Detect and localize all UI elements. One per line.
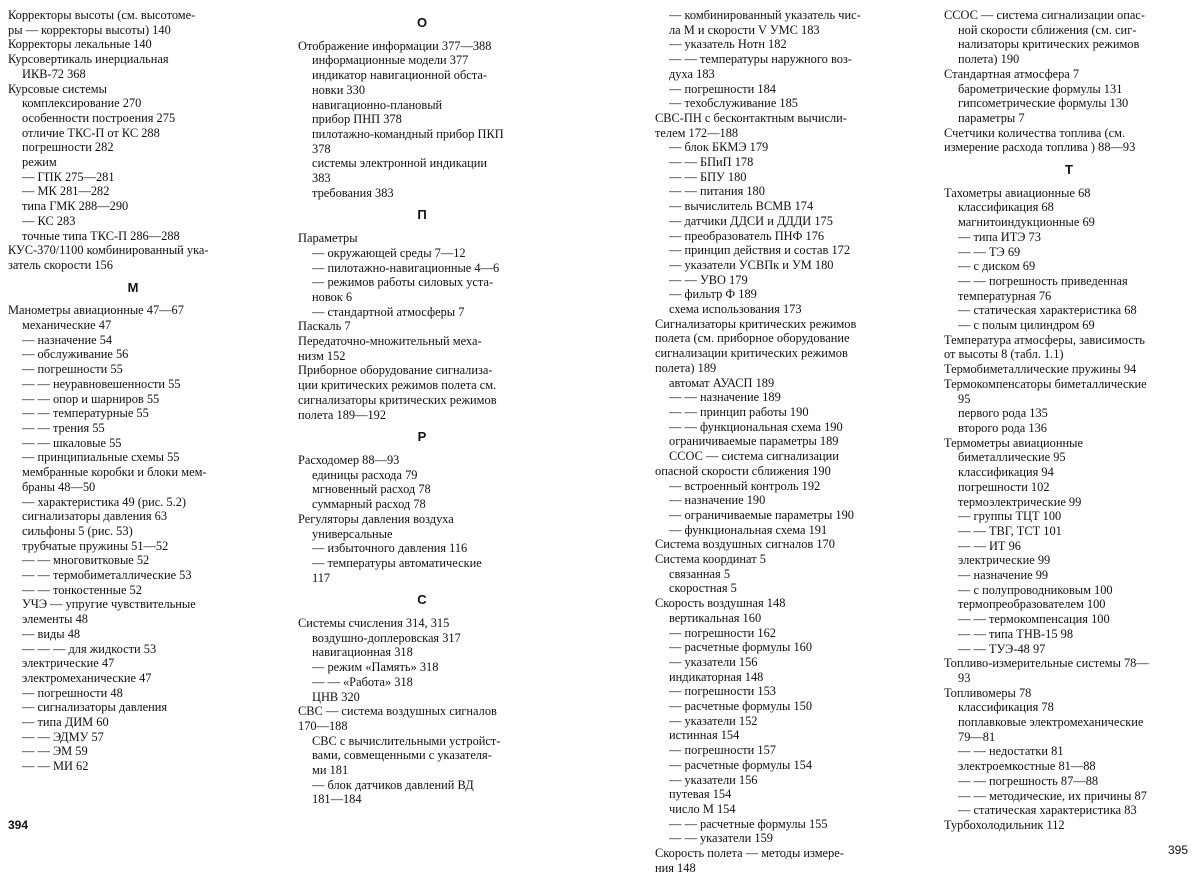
index-subentry: УЧЭ — упругие чувствительные [22, 597, 196, 612]
index-entry: Курсовертикаль инерциальная [8, 52, 169, 67]
index-subentry: индикаторная 148 [669, 669, 764, 684]
index-subentry: — — температурные 55 [22, 406, 149, 421]
index-subentry: электрические 99 [958, 553, 1051, 568]
index-subentry: новки 330 [312, 82, 366, 97]
index-entry: от высоты 8 (табл. 1.1) [944, 347, 1064, 362]
index-subentry: универсальные [312, 526, 393, 541]
index-subentry: — пилотажно-навигационные 4—6 [312, 260, 500, 275]
index-subentry: — группы ТЦТ 100 [958, 509, 1062, 524]
index-entry: сигнализации критических режимов [655, 346, 848, 361]
index-subentry: прибор ПНП 378 [312, 112, 402, 127]
index-subentry: — — погрешность приведенная [958, 273, 1128, 288]
index-subentry: термопреобразователем 100 [958, 597, 1106, 612]
page-number-left: 394 [8, 818, 29, 832]
index-subentry: 95 [958, 391, 971, 406]
index-subentry: — режим «Память» 318 [312, 660, 439, 675]
index-subentry: полета) 190 [958, 52, 1020, 67]
index-entry: Паскаль 7 [298, 319, 351, 334]
index-subentry: — окружающей среды 7—12 [312, 245, 466, 260]
index-subentry: путевая 154 [669, 787, 732, 802]
index-subentry: — — питания 180 [669, 184, 765, 199]
index-entry: Корректоры высоты (см. высотоме- [8, 8, 196, 22]
index-subentry: — — ТЭ 69 [958, 244, 1021, 259]
index-subentry: типа ГМК 288—290 [22, 199, 129, 214]
index-entry: 170—188 [298, 718, 348, 733]
index-subentry: духа 183 [669, 66, 715, 81]
index-subentry: — расчетные формулы 150 [669, 699, 813, 714]
index-entry: полета) 189 [655, 360, 717, 375]
index-subentry: поплавковые электромеханические [958, 715, 1144, 730]
index-subentry: — — типа ТНВ-15 98 [958, 626, 1074, 641]
index-entry: КУС-370/1100 комбинированный ука- [8, 243, 209, 258]
index-entry: Стандартная атмосфера 7 [944, 66, 1080, 81]
index-subentry: — — назначение 189 [669, 390, 781, 405]
index-entry: полета (см. приборное оборудование [655, 331, 850, 346]
index-entry: Температура атмосферы, зависимость [944, 332, 1145, 347]
index-subentry: температурная 76 [958, 288, 1052, 303]
index-subentry: — погрешности 48 [22, 685, 123, 700]
index-subentry: информационные модели 377 [312, 53, 469, 68]
index-subentry: — — — для жидкости 53 [22, 641, 157, 656]
index-subentry: ла М и скорости V УМС 183 [669, 22, 820, 37]
index-subentry: — преобразователь ПНФ 176 [669, 228, 825, 243]
index-subentry: термоэлектрические 99 [958, 494, 1082, 509]
index-entry: опасной скорости сближения 190 [655, 463, 831, 478]
index-subentry: биметаллические 95 [958, 450, 1066, 465]
index-subentry: СВС с вычислительными устройст- [312, 733, 501, 748]
index-entry: полета 189—192 [298, 407, 387, 422]
section-letter-heading: Т [1065, 162, 1073, 178]
index-subentry: ми 181 [312, 763, 349, 778]
index-entry: ния 148 [655, 860, 696, 875]
index-subentry: — с полупроводниковым 100 [958, 582, 1113, 597]
index-subentry: единицы расхода 79 [312, 467, 418, 482]
index-subentry: — — недостатки 81 [958, 744, 1064, 759]
index-subentry: сильфоны 5 (рис. 53) [22, 523, 133, 538]
index-subentry: — фильтр Ф 189 [669, 287, 757, 302]
index-subentry: — назначение 99 [958, 568, 1049, 583]
index-subentry: 378 [312, 141, 331, 156]
index-subentry: электроемкостные 81—88 [958, 759, 1096, 774]
section-letter-heading: С [417, 592, 427, 608]
index-subentry: гипсометрические формулы 130 [958, 96, 1129, 111]
index-subentry: — — опор и шарниров 55 [22, 391, 160, 406]
index-subentry: автомат АУАСП 189 [669, 375, 775, 390]
index-subentry: — — ТВГ, ТСТ 101 [958, 523, 1062, 538]
index-entry: ССОС — система сигнализации опас- [944, 8, 1145, 22]
index-subentry: 79—81 [958, 729, 996, 744]
index-subentry: — ограничиваемые параметры 190 [669, 507, 854, 522]
index-subentry: 93 [958, 670, 971, 685]
index-subentry: навигационно-плановый [312, 97, 443, 112]
index-subentry: индикатор навигационной обста- [312, 68, 487, 83]
index-subentry: — — расчетные формулы 155 [669, 816, 828, 831]
index-entry: затель скорости 156 [8, 257, 113, 272]
section-letter-heading: П [417, 207, 427, 223]
index-entry: Сигнализаторы критических режимов [655, 316, 857, 331]
index-entry: Топливо-измерительные системы 78— [944, 656, 1149, 671]
index-subentry: элементы 48 [22, 612, 88, 627]
index-subentry: 117 [312, 570, 331, 585]
index-subentry: — встроенный контроль 192 [669, 478, 821, 493]
index-subentry: магнитоиндукционные 69 [958, 215, 1095, 230]
index-subentry: — — шкаловые 55 [22, 435, 122, 450]
index-subentry: схема использования 173 [669, 302, 802, 317]
index-subentry: ЦНВ 320 [312, 689, 360, 704]
index-column-4 [944, 8, 1194, 833]
index-subentry: — виды 48 [22, 626, 81, 641]
index-subentry: — — ИТ 96 [958, 538, 1021, 553]
index-column-1 [8, 8, 258, 774]
index-column-2 [298, 8, 546, 807]
index-entry: Термобиметаллические пружины 94 [944, 362, 1137, 377]
index-entry: низм 152 [298, 348, 346, 363]
index-subentry: — погрешности 55 [22, 362, 123, 377]
index-subentry: — погрешности 153 [669, 684, 776, 699]
index-subentry: мгновенный расход 78 [312, 482, 431, 497]
index-subentry: — погрешности 184 [669, 81, 776, 96]
index-subentry: — назначение 190 [669, 493, 766, 508]
index-entry: Параметры [298, 231, 358, 246]
index-subentry: режим [22, 155, 57, 170]
index-subentry: механические 47 [22, 318, 112, 333]
index-subentry: — датчики ДДСИ и ДДДИ 175 [669, 213, 833, 228]
index-entry: Передаточно-множительный меха- [298, 334, 482, 349]
index-subentry: — режимов работы силовых уста- [312, 275, 494, 290]
index-entry: Регуляторы давления воздуха [298, 511, 454, 526]
index-subentry: электрические 47 [22, 656, 115, 671]
index-subentry: — — «Работа» 318 [312, 674, 413, 689]
index-subentry: — — БПиП 178 [669, 155, 754, 170]
index-subentry: комплексирование 270 [22, 96, 142, 111]
index-subentry: пилотажно-командный прибор ПКП [312, 126, 504, 141]
index-entry: СВС-ПН с бесконтактным вычисли- [655, 110, 847, 125]
index-subentry: — стандартной атмосферы 7 [312, 304, 465, 319]
index-subentry: — характеристика 49 (рис. 5.2) [22, 494, 187, 509]
index-subentry: второго рода 136 [958, 420, 1047, 435]
index-subentry: — назначение 54 [22, 332, 113, 347]
index-subentry: погрешности 282 [22, 140, 114, 155]
index-subentry: суммарный расход 78 [312, 497, 426, 512]
index-subentry: погрешности 102 [958, 479, 1050, 494]
index-subentry: классификация 78 [958, 700, 1054, 715]
index-entry: Корректоры лекальные 140 [8, 37, 152, 52]
index-subentry: — температуры автоматические [312, 555, 482, 570]
index-subentry: браны 48—50 [22, 479, 96, 494]
index-subentry: электромеханические 47 [22, 670, 152, 685]
index-subentry: скоростная 5 [669, 581, 737, 596]
index-entry: Расходомер 88—93 [298, 452, 400, 467]
index-subentry: требования 383 [312, 185, 394, 200]
index-entry: ции критических режимов полета см. [298, 378, 497, 393]
index-subentry: — — погрешность 87—88 [958, 773, 1099, 788]
index-subentry: — статическая характеристика 83 [958, 803, 1137, 818]
index-entry: Счетчики количества топлива (см. [944, 125, 1126, 140]
index-subentry: число М 154 [669, 801, 736, 816]
index-subentry: — сигнализаторы давления [22, 700, 168, 715]
index-subentry: — вычислитель ВСМВ 174 [669, 199, 814, 214]
index-subentry: классификация 68 [958, 200, 1054, 215]
index-subentry: — указатели УСВПк и УМ 180 [669, 257, 834, 272]
index-subentry: — расчетные формулы 154 [669, 757, 813, 772]
index-subentry: — расчетные формулы 160 [669, 640, 813, 655]
index-subentry: — — трения 55 [22, 420, 105, 435]
index-subentry: — блок БКМЭ 179 [669, 140, 769, 155]
index-subentry: — — неуравновешенности 55 [22, 376, 181, 391]
index-entry: телем 172—188 [655, 125, 739, 140]
index-entry: Скорость полета — методы измере- [655, 846, 844, 861]
section-letter-heading: Р [417, 429, 427, 445]
index-subentry: — — функциональная схема 190 [669, 419, 843, 434]
index-subentry: — — МИ 62 [22, 759, 89, 774]
index-subentry: — типа ДИМ 60 [22, 715, 109, 730]
index-entry: Система координат 5 [655, 552, 766, 567]
index-subentry: — — УВО 179 [669, 272, 748, 287]
index-subentry: — избыточного давления 116 [312, 541, 468, 556]
index-entry: Скорость воздушная 148 [655, 596, 786, 611]
index-subentry: — техобслуживание 185 [669, 96, 798, 111]
index-subentry: — указатели 156 [669, 654, 758, 669]
index-entry: Турбохолодильник 112 [944, 817, 1065, 832]
index-subentry: барометрические формулы 131 [958, 81, 1123, 96]
section-letter-heading: О [416, 15, 428, 30]
index-subentry: ограничиваемые параметры 189 [669, 434, 839, 449]
index-subentry: первого рода 135 [958, 406, 1048, 421]
index-entry: ры — корректоры высоты) 140 [8, 22, 171, 37]
index-column-3 [655, 8, 907, 875]
index-subentry: ной скорости сближения (см. сиг- [958, 22, 1137, 37]
index-subentry: 181—184 [312, 792, 362, 807]
index-subentry: — — принцип работы 190 [669, 404, 809, 419]
index-entry: Отображение информации 377—388 [298, 38, 492, 53]
index-subentry: — — методические, их причины 87 [958, 788, 1147, 803]
index-subentry: вертикальная 160 [669, 610, 762, 625]
index-subentry: — комбинированный указатель чис- [669, 8, 861, 22]
index-subentry: — обслуживание 56 [22, 347, 129, 362]
index-subentry: мембранные коробки и блоки мем- [22, 465, 207, 480]
index-subentry: ССОС — система сигнализации [669, 449, 839, 464]
index-entry: Термокомпенсаторы биметаллические [944, 376, 1147, 391]
index-subentry: — КС 283 [22, 213, 76, 228]
index-subentry: — — БПУ 180 [669, 169, 747, 184]
index-subentry: вами, совмещенными с указателя- [312, 748, 492, 763]
index-subentry: — — ЭДМУ 57 [22, 729, 104, 744]
index-subentry: воздушно-доплеровская 317 [312, 630, 461, 645]
index-entry: Системы счисления 314, 315 [298, 616, 450, 631]
index-entry: Система воздушных сигналов 170 [655, 537, 835, 552]
index-subentry: особенности построения 275 [22, 110, 176, 125]
index-subentry: ИКВ-72 368 [22, 66, 86, 81]
index-subentry: навигационная 318 [312, 645, 413, 660]
index-subentry: новок 6 [312, 289, 353, 304]
index-subentry: — с диском 69 [958, 259, 1036, 274]
index-subentry: точные типа ТКС-П 286—288 [22, 228, 180, 243]
index-subentry: — — тонкостенные 52 [22, 582, 142, 597]
index-subentry: — — температуры наружного воз- [669, 52, 852, 67]
index-subentry: системы электронной индикации [312, 156, 488, 171]
index-subentry: — погрешности 157 [669, 743, 776, 758]
index-subentry: — ГПК 275—281 [22, 169, 115, 184]
index-entry: Термометры авиационные [944, 435, 1083, 450]
index-subentry: — принципиальные схемы 55 [22, 450, 180, 465]
index-subentry: — погрешности 162 [669, 625, 776, 640]
index-subentry: сигнализаторы давления 63 [22, 509, 168, 524]
index-subentry: связанная 5 [669, 566, 731, 581]
section-letter-heading: М [127, 279, 139, 295]
index-subentry: — — ТУЭ-48 97 [958, 641, 1046, 656]
index-subentry: параметры 7 [958, 110, 1025, 125]
index-subentry: — указатели 156 [669, 772, 758, 787]
page-number-right: 395 [1168, 843, 1189, 857]
index-entry: Манометры авиационные 47—67 [8, 303, 184, 318]
index-subentry: — — термокомпенсация 100 [958, 612, 1110, 627]
index-subentry: — принцип действия и состав 172 [669, 243, 851, 258]
index-subentry: отличие ТКС-П от КС 288 [22, 125, 160, 140]
index-entry: СВС — система воздушных сигналов [298, 704, 497, 719]
index-subentry: — статическая характеристика 68 [958, 303, 1137, 318]
index-subentry: — блок датчиков давлений ВД [312, 777, 474, 792]
index-subentry: нализаторы критических режимов [958, 37, 1140, 52]
index-entry: сигнализаторы критических режимов [298, 392, 497, 407]
index-subentry: — — многовитковые 52 [22, 553, 150, 568]
index-subentry: — типа ИТЭ 73 [958, 229, 1041, 244]
index-entry: Тахометры авиационные 68 [944, 185, 1091, 200]
index-subentry: — указатели 152 [669, 713, 758, 728]
index-subentry: — МК 281—282 [22, 184, 110, 199]
index-subentry: — — термобиметаллические 53 [22, 568, 192, 583]
index-entry: Приборное оборудование сигнализа- [298, 363, 493, 378]
index-entry: Курсовые системы [8, 81, 107, 96]
index-subentry: — указатель Hотн 182 [669, 37, 787, 52]
index-subentry: истинная 154 [669, 728, 740, 743]
index-entry: Топливомеры 78 [944, 685, 1032, 700]
index-entry: измерение расхода топлива ) 88—93 [944, 140, 1136, 155]
index-subentry: классификация 94 [958, 465, 1054, 480]
index-subentry: — — ЭМ 59 [22, 744, 88, 759]
index-subentry: трубчатые пружины 51—52 [22, 538, 169, 553]
index-subentry: — — указатели 159 [669, 831, 773, 846]
index-subentry: — с полым цилиндром 69 [958, 318, 1095, 333]
index-subentry: — функциональная схема 191 [669, 522, 828, 537]
index-subentry: 383 [312, 171, 331, 186]
